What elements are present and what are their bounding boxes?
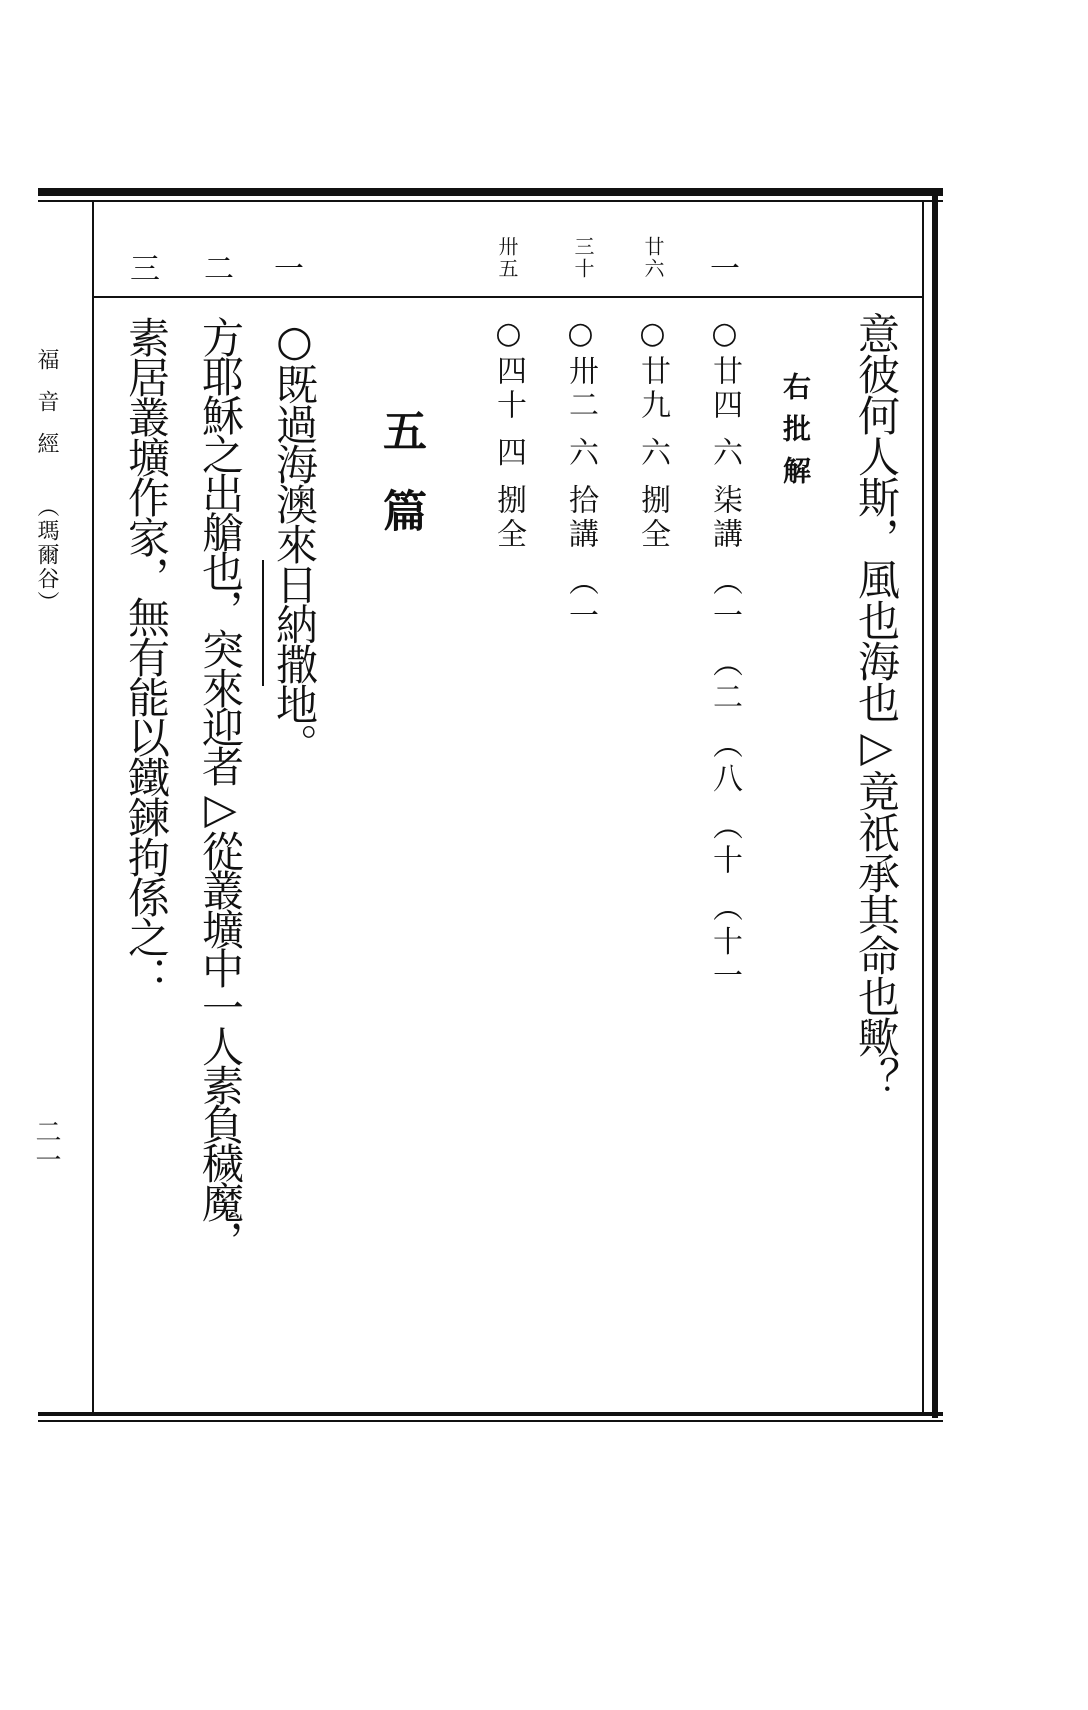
verse-line-1: 意彼何人斯，風也海也▷竟祇承其命也歟？	[852, 312, 901, 1098]
header-number-4: 卅五	[495, 236, 519, 280]
reference-column-3: ○卅二 六 拾講 （一	[563, 316, 598, 634]
frame-top-rule	[38, 188, 943, 196]
book-title: 福音經	[34, 348, 59, 474]
frame-bottom-inner-rule	[38, 1420, 943, 1422]
body-line-1: ○既過海澳來日納撒地。	[270, 316, 319, 763]
header-number-2: 廿六	[641, 236, 665, 280]
header-lower-3: 三	[130, 252, 160, 287]
annotation-heading: 右批解	[779, 372, 812, 498]
book-subtitle: （瑪爾谷）	[34, 495, 59, 615]
proper-name-mark	[262, 560, 264, 686]
header-divider-rule	[94, 296, 922, 298]
reference-column-2: ○廿九 六 捌全	[635, 316, 670, 553]
chapter-title: 五篇	[375, 408, 426, 568]
body-line-3: 素居叢壙作家，無有能以鐵鍊拘係之：	[122, 316, 171, 996]
header-number-3: 三十	[571, 236, 595, 280]
reference-column-4: ○四十 四 捌全	[491, 316, 526, 553]
header-lower-1: 一	[274, 252, 304, 287]
body-line-2: 方耶穌之出艙也，突來迎者▷從叢壙中一人素負穢魔，	[196, 316, 245, 1259]
reference-column-1: ○廿四 六 柒講 （一 （二 （八 （十 （十一	[707, 316, 742, 994]
frame-top-inner-rule	[38, 200, 943, 202]
frame-right-inner-rule	[922, 200, 924, 1415]
frame-bottom-rule	[38, 1412, 943, 1416]
header-lower-2: 二	[204, 252, 234, 287]
page-number: 二一	[31, 1118, 61, 1174]
frame-right-rule	[932, 188, 938, 1418]
frame-left-rule	[92, 200, 94, 1415]
header-number-1: 一	[710, 252, 740, 287]
